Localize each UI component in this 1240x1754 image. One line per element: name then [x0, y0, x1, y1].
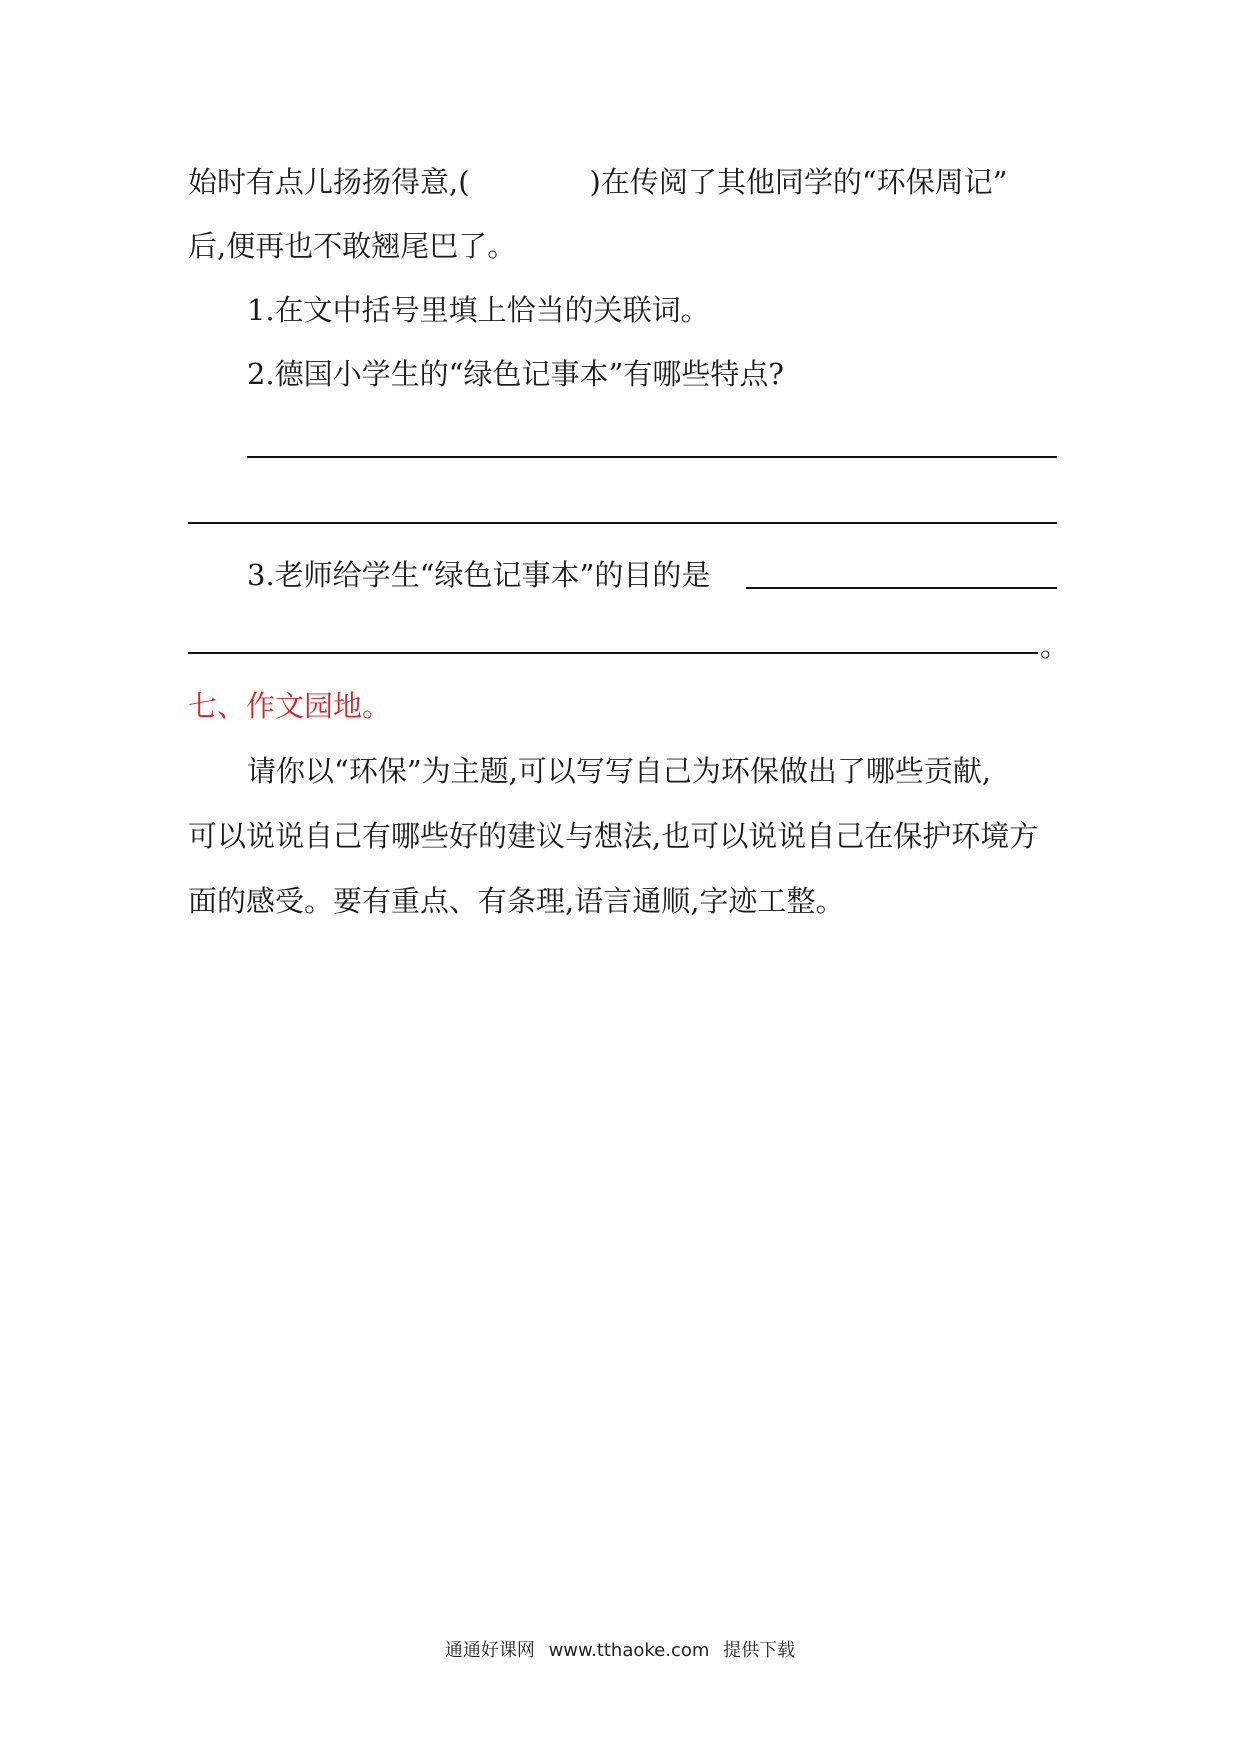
footer-site-name: 通通好课网: [444, 1640, 535, 1661]
question-1: 1.在文中括号里填上恰当的关联词。: [247, 293, 710, 327]
passage-line-1: [188, 162, 1008, 202]
composition-line-3: 面的感受。要有重点、有条理,语言通顺,字迹工整。: [188, 884, 845, 918]
footer-note: 提供下载: [723, 1640, 796, 1661]
question-2: 2.德国小学生的“绿色记事本”有哪些特点?: [247, 357, 784, 391]
passage-line-1-after: )在传阅了其他同学的“环保周记”: [589, 165, 1008, 199]
question-3-period: 。: [1040, 629, 1070, 663]
passage-line-2: 后,便再也不敢翘尾巴了。: [188, 229, 517, 263]
passage-line-1-before: 始时有点儿扬扬得意,(: [188, 165, 470, 199]
answer-line-q2-1[interactable]: [247, 456, 1057, 458]
page-footer: [0, 1636, 1240, 1662]
section-heading-composition: 七、作文园地。: [188, 689, 392, 723]
footer-url[interactable]: www.tthaoke.com: [548, 1640, 710, 1661]
answer-line-q3-1[interactable]: [746, 587, 1057, 589]
answer-line-q3-2[interactable]: [188, 652, 1038, 654]
answer-line-q2-2[interactable]: [188, 522, 1057, 524]
composition-line-2: 可以说说自己有哪些好的建议与想法,也可以说说自己在保护环境方: [188, 819, 1039, 853]
composition-line-1: 请你以“环保”为主题,可以写写自己为环保做出了哪些贡献,: [247, 754, 992, 788]
question-3: 3.老师给学生“绿色记事本”的目的是: [247, 558, 711, 592]
